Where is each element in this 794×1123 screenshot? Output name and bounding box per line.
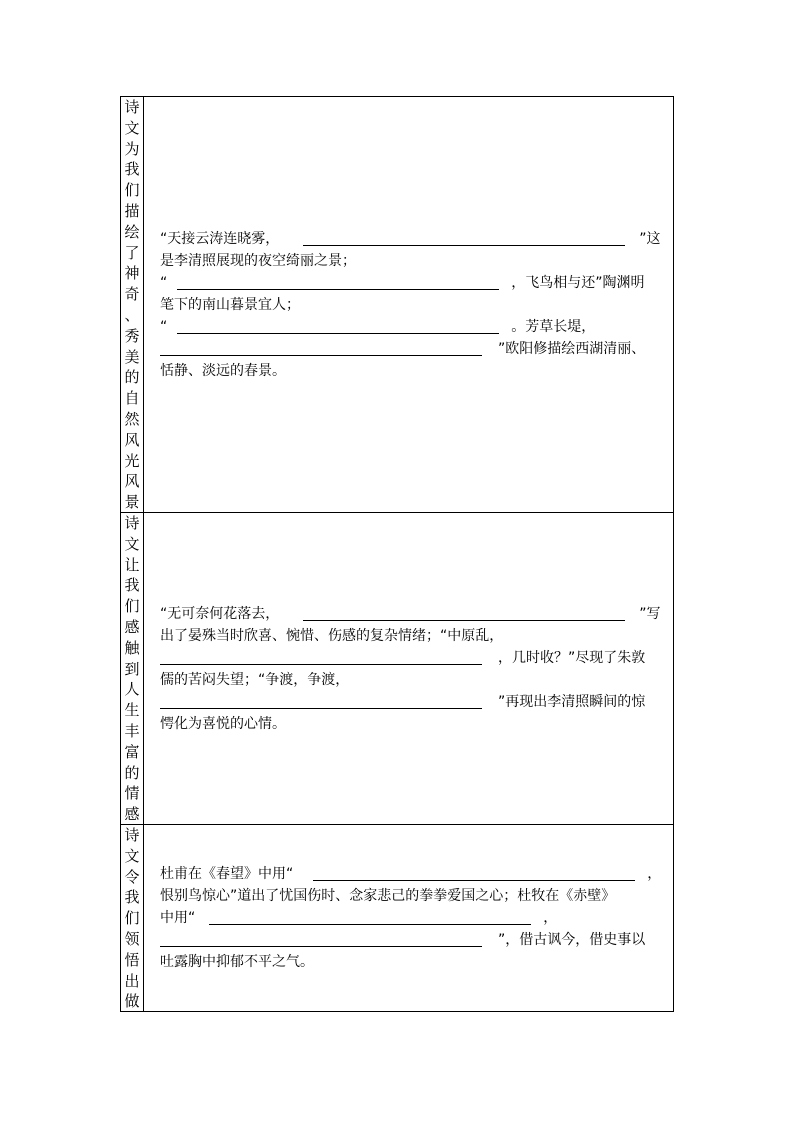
row-label: [121, 97, 144, 512]
text-line: 儒的苦闷失望；“争渡，争渡，: [160, 671, 350, 688]
row-label-char: 光: [124, 451, 140, 470]
text-line: “ ，飞鸟相与还”陶渊明: [160, 274, 645, 291]
text-line: 恨别鸟惊心”道出了忧国伤时、念家悲己的拳拳爱国之心；杜牧在《赤壁》: [160, 888, 616, 904]
row-label-char: 奇: [124, 285, 140, 304]
row-label-char: 的: [124, 368, 140, 387]
row-label-char: 做: [124, 992, 140, 1011]
row-label-char: 们: [124, 597, 140, 616]
row-label-char: 我: [124, 888, 140, 907]
text-line: “天接云涛连晓雾， ”这: [160, 230, 661, 247]
row-label-char: 诗: [124, 826, 140, 844]
row-label-char: 了: [124, 243, 140, 262]
text-line: 杜甫在《春望》中用“ ，: [160, 866, 662, 882]
text-line: ”再现出李清照瞬间的惊: [160, 691, 670, 713]
row-label-char: 然: [124, 409, 140, 428]
fill-blank[interactable]: [160, 650, 482, 665]
row-label-char: 们: [124, 181, 140, 200]
row-content: [144, 825, 673, 1011]
row-label-char: 秀: [124, 326, 140, 345]
row-label-char: 领: [124, 929, 140, 948]
table-row: [121, 97, 673, 513]
table-row: [121, 513, 673, 825]
row-label-char: 自: [124, 389, 140, 408]
row-label-char: 文: [124, 846, 140, 865]
row-label-char: 们: [124, 909, 140, 928]
text-line: 中用“ ，: [160, 910, 558, 926]
fill-blank[interactable]: [303, 231, 625, 246]
row-label-char: 到: [124, 659, 140, 678]
fill-blank[interactable]: [177, 319, 499, 334]
text-line: 出了晏殊当时欣喜、惋惜、伤感的复杂情绪；“中原乱，: [160, 627, 504, 644]
text-line: ，几时收？”尽现了朱敦: [160, 647, 670, 669]
fill-blank[interactable]: [177, 275, 499, 290]
fill-blank[interactable]: [160, 694, 482, 709]
text-line: 愕化为喜悦的心情。: [160, 715, 286, 732]
row-label: [121, 825, 144, 1011]
row-label-char: 诗: [124, 514, 140, 532]
fill-blank[interactable]: [313, 866, 635, 881]
fill-blank[interactable]: [209, 910, 531, 925]
text-line: 笔下的南山暮景宜人；: [160, 296, 300, 313]
row-label-char: 人: [124, 680, 140, 699]
row-label-char: 描: [124, 201, 140, 220]
text-line: ”，借古讽今，借史事以: [160, 929, 670, 951]
fill-blank[interactable]: [303, 606, 625, 621]
text-line: ”欧阳修描绘西湖清丽、: [160, 338, 670, 360]
row-label-char: 风: [124, 430, 140, 449]
row-label-char: 令: [124, 867, 140, 886]
table: [120, 96, 674, 1012]
row-label-char: 富: [124, 742, 140, 761]
table-row: [121, 825, 673, 1011]
row-label-char: 让: [124, 555, 140, 574]
text-line: 是李清照展现的夜空绮丽之景；: [160, 252, 356, 269]
row-label-char: 为: [124, 139, 140, 158]
row-label-char: 的: [124, 763, 140, 782]
fill-blank[interactable]: [160, 932, 482, 947]
row-label-char: 丰: [124, 721, 140, 740]
row-label-char: 生: [124, 701, 140, 720]
row-label-char: 景: [124, 493, 140, 512]
text-line: 恬静、淡远的春景。: [160, 362, 286, 379]
row-label-char: 我: [124, 160, 140, 179]
row-label-char: 文: [124, 534, 140, 553]
row-label-char: 情: [124, 784, 140, 803]
row-label-char: 触: [124, 638, 140, 657]
row-label-char: 、: [124, 305, 140, 324]
row-label-char: 神: [124, 264, 140, 283]
row-label-char: 我: [124, 576, 140, 595]
row-label-char: 美: [124, 347, 140, 366]
row-label-char: 感: [124, 805, 140, 824]
row-label-char: 出: [124, 971, 140, 990]
row-content: [144, 513, 673, 824]
row-label-char: 风: [124, 472, 140, 491]
row-label: [121, 513, 144, 824]
fill-blank[interactable]: [160, 341, 482, 356]
text-line: “ 。芳草长堤，: [160, 318, 596, 335]
text-line: “无可奈何花落去， ”写: [160, 605, 661, 622]
text-line: 吐露胸中抑郁不平之气。: [160, 954, 314, 970]
row-content: [144, 97, 673, 512]
row-label-char: 绘: [124, 222, 140, 241]
row-label-char: 文: [124, 118, 140, 137]
row-label-char: 诗: [124, 98, 140, 116]
row-label-char: 感: [124, 617, 140, 636]
row-label-char: 悟: [124, 950, 140, 969]
